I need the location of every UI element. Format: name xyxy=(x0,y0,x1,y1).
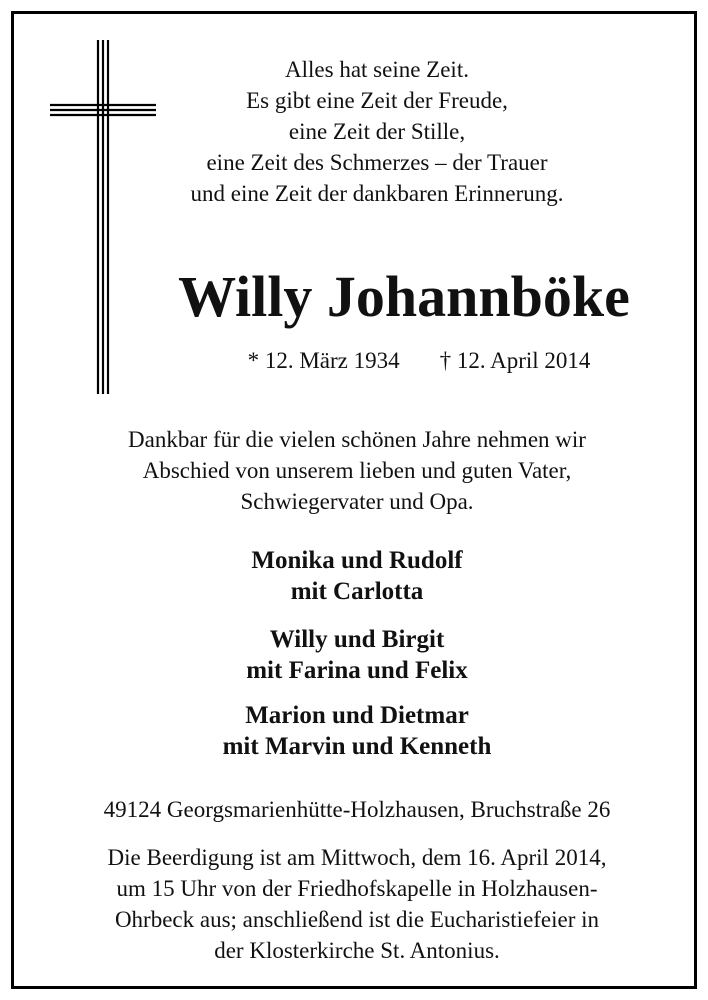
life-dates xyxy=(209,346,629,376)
family-names: Monika und Rudolf xyxy=(251,547,463,574)
cross-icon xyxy=(50,40,156,394)
thanks-text xyxy=(54,424,660,517)
family-children: mit Carlotta xyxy=(290,578,424,605)
poem-line: eine Zeit des Schmerzes – der Trauer xyxy=(206,150,548,175)
death-date: † 12. April 2014 xyxy=(439,348,591,373)
thanks-line: Abschied von unserem lieben und guten Vater, xyxy=(142,458,572,483)
poem-line: eine Zeit der Stille, xyxy=(288,119,466,144)
family-group xyxy=(54,624,660,686)
funeral-info xyxy=(34,842,680,966)
family-group xyxy=(54,545,660,607)
poem-line: Alles hat seine Zeit. xyxy=(285,57,469,82)
funeral-line: der Klosterkirche St. Antonius. xyxy=(214,938,500,963)
birth-date: * 12. März 1934 xyxy=(247,348,400,373)
funeral-line: Ohrbeck aus; anschließend ist die Eucharistiefeier in xyxy=(114,907,600,932)
thanks-line: Schwiegervater und Opa. xyxy=(240,489,474,514)
poem-line: und eine Zeit der dankbaren Erinnerung. xyxy=(190,181,564,206)
poem-line: Es gibt eine Zeit der Freude, xyxy=(246,88,508,113)
family-names: Willy und Birgit xyxy=(269,626,445,653)
family-group xyxy=(54,700,660,762)
family-children: mit Marvin und Kenneth xyxy=(222,733,492,760)
address: 49124 Georgsmarienhütte-Holzhausen, Bruchstraße 26 xyxy=(103,797,611,822)
poem xyxy=(164,54,590,209)
family-children: mit Farina und Felix xyxy=(246,657,468,684)
deceased-name: Willy Johannböke xyxy=(178,264,630,329)
funeral-line: um 15 Uhr von der Friedhofskapelle in Holzhausen- xyxy=(116,876,598,901)
family-names: Marion und Dietmar xyxy=(245,702,469,729)
thanks-line: Dankbar für die vielen schönen Jahre nehmen wir xyxy=(128,427,586,452)
obituary-notice xyxy=(11,11,697,989)
funeral-line: Die Beerdigung ist am Mittwoch, dem 16. April 2014, xyxy=(107,845,607,870)
